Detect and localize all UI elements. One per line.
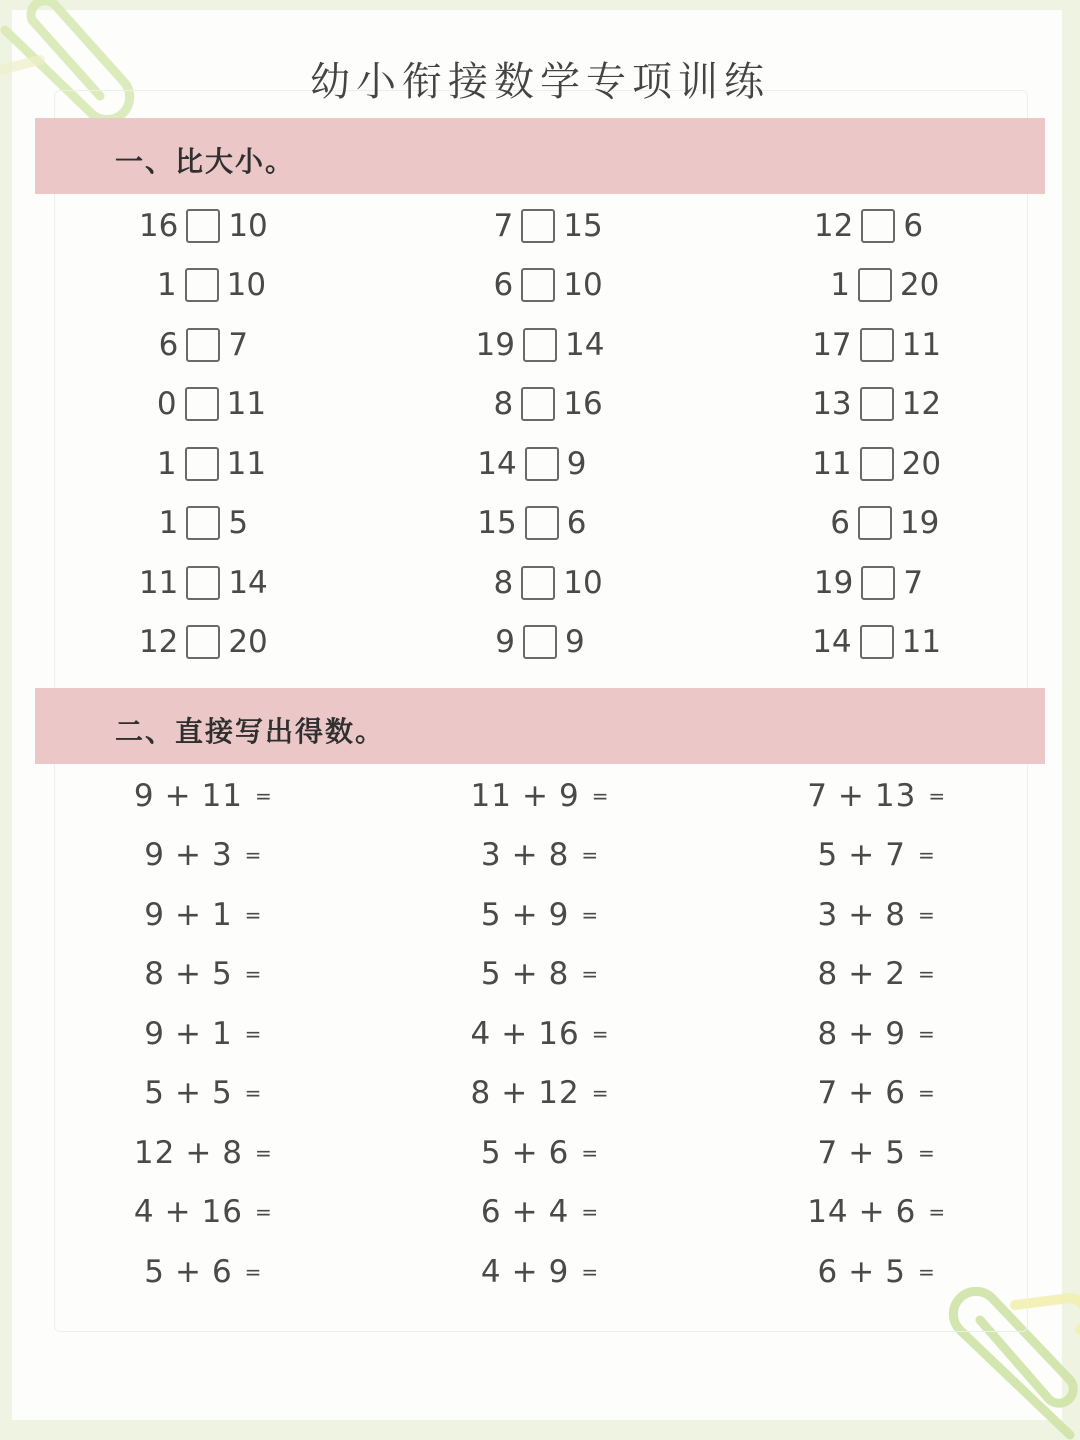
compare-problem — [35, 553, 372, 613]
answer-box[interactable] — [861, 566, 895, 600]
answer-box[interactable] — [858, 268, 892, 302]
right-number: 19 — [899, 505, 940, 542]
equals-sign: = — [244, 962, 263, 987]
addition-problem — [35, 1004, 372, 1064]
addition-problem — [35, 766, 372, 826]
plus-sign: + — [858, 1194, 886, 1231]
second-addend: 8 — [548, 956, 570, 993]
compare-problem — [35, 256, 372, 316]
right-number: 14 — [564, 326, 605, 363]
right-number: 16 — [563, 386, 603, 423]
answer-box[interactable] — [523, 328, 557, 362]
answer-box[interactable] — [186, 209, 220, 243]
second-addend: 1 — [211, 1015, 233, 1052]
addition-problem — [372, 826, 709, 886]
equals-sign: = — [918, 902, 936, 927]
plus-sign: + — [511, 1194, 539, 1231]
right-number: 9 — [564, 624, 585, 661]
answer-box[interactable] — [186, 506, 220, 540]
second-addend: 8 — [222, 1134, 244, 1171]
right-number: 20 — [228, 624, 268, 661]
left-number: 14 — [477, 445, 517, 482]
section-heading-addition: 二、直接写出得数。 — [115, 715, 386, 748]
left-number: 9 — [495, 624, 515, 661]
right-number: 6 — [903, 207, 924, 244]
second-addend: 6 — [885, 1075, 906, 1112]
compare-problem — [372, 494, 709, 554]
answer-box[interactable] — [860, 387, 894, 421]
equals-sign: = — [591, 1081, 610, 1106]
left-number: 6 — [830, 505, 850, 542]
first-addend: 9 — [144, 896, 165, 933]
addition-problem — [708, 1064, 1045, 1124]
section-band-compare — [35, 118, 1045, 194]
second-addend: 9 — [548, 896, 570, 933]
right-number: 12 — [901, 386, 942, 423]
second-addend: 9 — [548, 1253, 570, 1290]
page-title: 幼小衔接数学专项训练 — [310, 59, 770, 105]
plus-sign: + — [521, 777, 549, 814]
second-addend: 9 — [558, 777, 580, 814]
answer-box[interactable] — [185, 387, 219, 421]
compare-problem — [708, 256, 1045, 316]
left-number: 1 — [830, 267, 850, 304]
plus-sign: + — [848, 896, 876, 933]
second-addend: 4 — [548, 1194, 570, 1231]
compare-problem — [35, 196, 372, 256]
equals-sign: = — [581, 1259, 600, 1284]
addition-problem — [708, 1123, 1045, 1183]
first-addend: 7 — [807, 777, 828, 814]
left-number: 6 — [493, 267, 514, 304]
first-addend: 5 — [480, 896, 502, 933]
right-number: 20 — [899, 267, 940, 304]
right-number: 6 — [566, 505, 587, 542]
addition-problem — [708, 1242, 1045, 1302]
plus-sign: + — [174, 1253, 202, 1290]
first-addend: 7 — [817, 1075, 839, 1112]
second-addend: 7 — [885, 837, 906, 874]
addition-problem — [35, 945, 372, 1005]
answer-box[interactable] — [861, 209, 895, 243]
addition-problem — [372, 1183, 709, 1243]
left-number: 11 — [812, 445, 852, 482]
left-number: 16 — [138, 207, 179, 244]
right-number: 10 — [228, 207, 268, 244]
equals-sign: = — [244, 1021, 263, 1046]
plus-sign: + — [848, 1015, 876, 1052]
second-addend: 16 — [201, 1194, 244, 1231]
equals-sign: = — [581, 1140, 600, 1165]
compare-problem — [372, 613, 709, 673]
second-addend: 8 — [885, 896, 906, 933]
compare-problem — [708, 196, 1045, 256]
answer-box[interactable] — [521, 268, 555, 302]
addition-problem — [372, 766, 709, 826]
first-addend: 4 — [480, 1253, 502, 1290]
answer-box[interactable] — [858, 506, 892, 540]
plus-sign: + — [501, 1075, 529, 1112]
equals-sign: = — [918, 843, 936, 868]
compare-problem — [372, 375, 709, 435]
compare-problem — [708, 494, 1045, 554]
equals-sign: = — [244, 902, 263, 927]
addition-problem — [372, 945, 709, 1005]
first-addend: 9 — [133, 777, 155, 814]
plus-sign: + — [174, 1015, 202, 1052]
right-number: 14 — [228, 564, 268, 601]
plus-sign: + — [174, 1075, 202, 1112]
equals-sign: = — [244, 1259, 263, 1284]
addition-problem — [35, 1064, 372, 1124]
first-addend: 7 — [817, 1134, 839, 1171]
addition-problem — [708, 766, 1045, 826]
first-addend: 8 — [817, 956, 839, 993]
right-number: 10 — [563, 564, 603, 601]
addition-problem — [708, 826, 1045, 886]
right-number: 11 — [226, 386, 267, 423]
addition-problem — [708, 1004, 1045, 1064]
equals-sign: = — [581, 902, 600, 927]
first-addend: 4 — [133, 1194, 155, 1231]
second-addend: 6 — [895, 1194, 917, 1231]
addition-problem — [708, 1183, 1045, 1243]
answer-box[interactable] — [521, 566, 555, 600]
equals-sign: = — [255, 1200, 273, 1225]
plus-sign: + — [174, 837, 202, 874]
equals-sign: = — [591, 1021, 610, 1046]
left-number: 0 — [156, 386, 177, 423]
first-addend: 9 — [144, 837, 165, 874]
equals-sign: = — [918, 1140, 936, 1165]
compare-problem — [372, 256, 709, 316]
second-addend: 5 — [211, 1075, 233, 1112]
compare-problem — [708, 434, 1045, 494]
right-number: 10 — [563, 267, 603, 304]
left-number: 17 — [812, 326, 852, 363]
addition-problem — [35, 1242, 372, 1302]
right-number: 11 — [226, 445, 267, 482]
left-number: 15 — [477, 505, 517, 542]
second-addend: 11 — [201, 777, 244, 814]
first-addend: 9 — [144, 1015, 165, 1052]
left-number: 19 — [813, 564, 854, 601]
equals-sign: = — [591, 783, 610, 808]
second-addend: 1 — [211, 896, 233, 933]
equals-sign: = — [581, 843, 600, 868]
compare-problem — [372, 434, 709, 494]
left-number: 7 — [493, 207, 514, 244]
compare-problem — [35, 613, 372, 673]
addition-problem — [708, 885, 1045, 945]
addition-problems-grid — [35, 766, 1045, 1302]
compare-problem — [708, 553, 1045, 613]
equals-sign: = — [581, 962, 600, 987]
right-number: 7 — [228, 326, 249, 363]
second-addend: 9 — [885, 1015, 906, 1052]
second-addend: 8 — [548, 837, 570, 874]
section-heading-compare: 一、比大小。 — [115, 145, 296, 178]
first-addend: 14 — [807, 1194, 849, 1231]
answer-box[interactable] — [185, 268, 219, 302]
equals-sign: = — [928, 783, 947, 808]
compare-problem — [708, 375, 1045, 435]
compare-problem — [35, 494, 372, 554]
compare-problem — [35, 434, 372, 494]
addition-problem — [35, 885, 372, 945]
plus-sign: + — [511, 896, 539, 933]
answer-box[interactable] — [523, 625, 557, 659]
addition-problem — [35, 1123, 372, 1183]
first-addend: 8 — [817, 1015, 839, 1052]
plus-sign: + — [511, 837, 539, 874]
left-number: 13 — [812, 386, 852, 423]
equals-sign: = — [255, 1140, 273, 1165]
equals-sign: = — [928, 1200, 947, 1225]
right-number: 11 — [901, 326, 942, 363]
first-addend: 12 — [133, 1134, 176, 1171]
answer-box[interactable] — [185, 447, 219, 481]
equals-sign: = — [918, 1259, 936, 1284]
right-number: 7 — [903, 564, 924, 601]
first-addend: 6 — [817, 1253, 839, 1290]
second-addend: 5 — [211, 956, 233, 993]
addition-problem — [372, 1123, 709, 1183]
compare-problems-grid — [35, 196, 1045, 672]
answer-box[interactable] — [860, 447, 894, 481]
second-addend: 6 — [548, 1134, 570, 1171]
plus-sign: + — [164, 777, 192, 814]
addition-problem — [372, 1064, 709, 1124]
first-addend: 3 — [817, 896, 839, 933]
addition-problem — [35, 1183, 372, 1243]
compare-problem — [708, 315, 1045, 375]
first-addend: 5 — [480, 956, 502, 993]
answer-box[interactable] — [186, 566, 220, 600]
plus-sign: + — [174, 956, 202, 993]
plus-sign: + — [174, 896, 202, 933]
second-addend: 13 — [874, 777, 917, 814]
first-addend: 11 — [470, 777, 512, 814]
second-addend: 12 — [538, 1075, 580, 1112]
compare-problem — [372, 196, 709, 256]
second-addend: 5 — [885, 1134, 906, 1171]
addition-problem — [372, 1242, 709, 1302]
first-addend: 5 — [144, 1253, 165, 1290]
addition-problem — [372, 1004, 709, 1064]
first-addend: 5 — [817, 837, 839, 874]
equals-sign: = — [255, 783, 273, 808]
plus-sign: + — [501, 1015, 529, 1052]
left-number: 11 — [138, 564, 179, 601]
plus-sign: + — [185, 1134, 213, 1171]
left-number: 14 — [812, 624, 852, 661]
second-addend: 3 — [211, 837, 233, 874]
equals-sign: = — [918, 1081, 936, 1106]
right-number: 20 — [901, 445, 942, 482]
left-number: 19 — [475, 326, 515, 363]
addition-problem — [35, 826, 372, 886]
right-number: 10 — [226, 267, 267, 304]
plus-sign: + — [511, 1253, 539, 1290]
plus-sign: + — [848, 1253, 876, 1290]
answer-box[interactable] — [521, 209, 555, 243]
second-addend: 2 — [885, 956, 906, 993]
second-addend: 5 — [885, 1253, 906, 1290]
plus-sign: + — [848, 1134, 876, 1171]
left-number: 12 — [138, 624, 179, 661]
left-number: 8 — [493, 564, 514, 601]
answer-box[interactable] — [186, 328, 220, 362]
right-number: 11 — [901, 624, 942, 661]
left-number: 1 — [156, 445, 177, 482]
equals-sign: = — [581, 1200, 600, 1225]
right-number: 9 — [566, 445, 587, 482]
answer-box[interactable] — [521, 387, 555, 421]
left-number: 6 — [158, 326, 179, 363]
plus-sign: + — [848, 956, 876, 993]
first-addend: 8 — [470, 1075, 492, 1112]
plus-sign: + — [164, 1194, 192, 1231]
left-number: 1 — [158, 505, 179, 542]
equals-sign: = — [244, 1081, 263, 1106]
left-number: 8 — [493, 386, 514, 423]
plus-sign: + — [511, 1134, 539, 1171]
first-addend: 5 — [480, 1134, 502, 1171]
answer-box[interactable] — [186, 625, 220, 659]
left-number: 12 — [813, 207, 854, 244]
right-number: 5 — [228, 505, 249, 542]
plus-sign: + — [848, 1075, 876, 1112]
addition-problem — [708, 945, 1045, 1005]
equals-sign: = — [244, 843, 263, 868]
section-band-addition — [35, 688, 1045, 764]
answer-box[interactable] — [525, 506, 559, 540]
addition-problem — [372, 885, 709, 945]
compare-problem — [35, 315, 372, 375]
equals-sign: = — [918, 1021, 936, 1046]
right-number: 15 — [563, 207, 603, 244]
answer-box[interactable] — [860, 625, 894, 659]
plus-sign: + — [837, 777, 865, 814]
first-addend: 8 — [144, 956, 165, 993]
answer-box[interactable] — [525, 447, 559, 481]
plus-sign: + — [511, 956, 539, 993]
first-addend: 3 — [480, 837, 502, 874]
compare-problem — [35, 375, 372, 435]
second-addend: 6 — [211, 1253, 233, 1290]
plus-sign: + — [848, 837, 876, 874]
first-addend: 4 — [470, 1015, 492, 1052]
first-addend: 5 — [144, 1075, 165, 1112]
compare-problem — [372, 553, 709, 613]
left-number: 1 — [156, 267, 177, 304]
equals-sign: = — [918, 962, 936, 987]
second-addend: 16 — [538, 1015, 580, 1052]
compare-problem — [708, 613, 1045, 673]
first-addend: 6 — [480, 1194, 502, 1231]
answer-box[interactable] — [860, 328, 894, 362]
compare-problem — [372, 315, 709, 375]
